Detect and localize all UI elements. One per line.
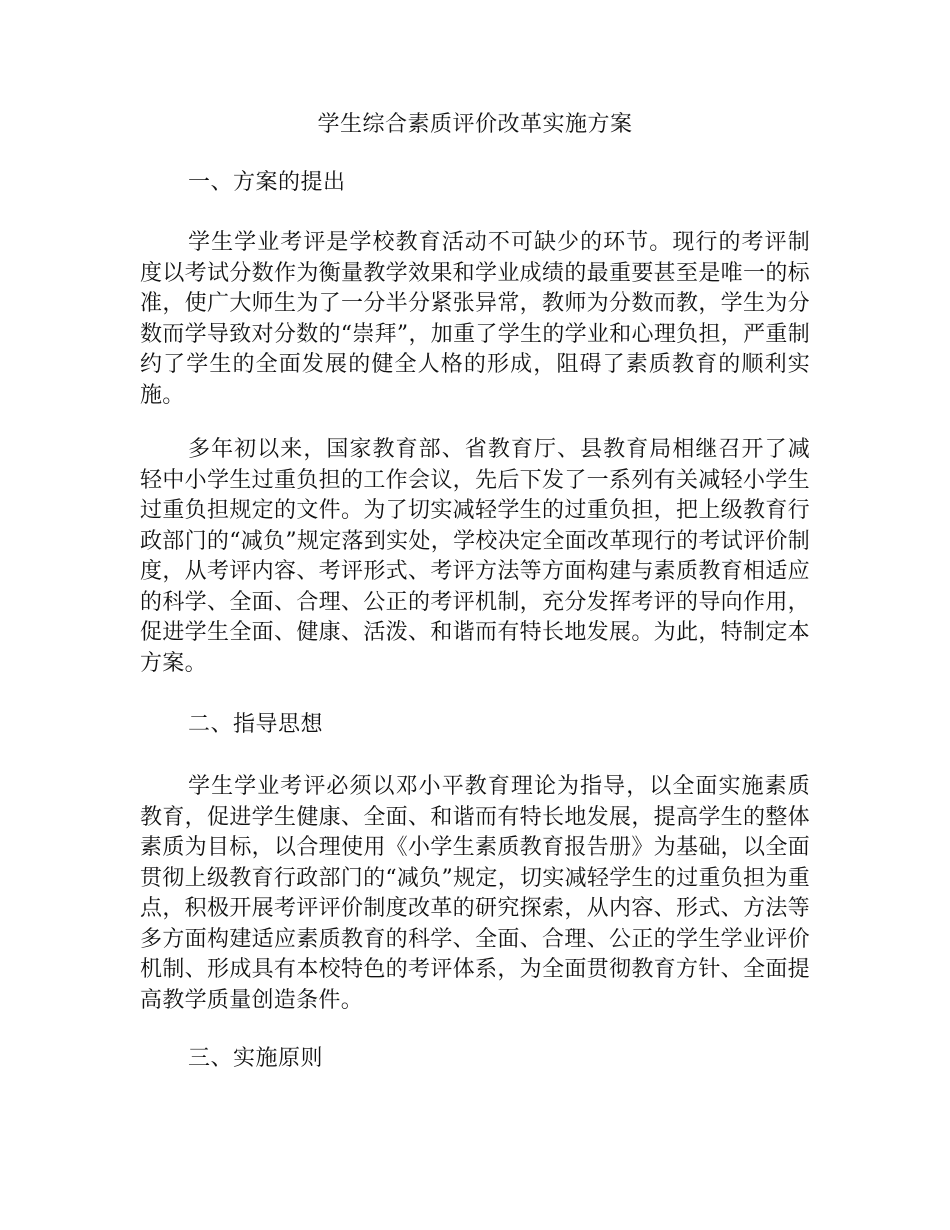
paragraph-background: 学生学业考评是学校教育活动不可缺少的环节。现行的考评制度以考试分数作为衡量教学效果和学业成绩的最重要甚至是唯一的标准，使广大师生为了一分半分紧张异常，教师为分数而教，学生为分数而学导致对分数的“崇拜”，加重了学生的学业和心理负担，严重制约了学生的全面发展的健全人格的形成，阻碍了素质教育的顺利实施。 xyxy=(140,230,810,408)
section-heading-guiding-thought: 二、指导思想 xyxy=(188,712,324,737)
section-heading-principles: 三、实施原则 xyxy=(188,1046,324,1071)
paragraph-purpose: 多年初以来，国家教育部、省教育厅、县教育局相继召开了减轻中小学生过重负担的工作会议，先后下发了一系列有关减轻小学生过重负担规定的文件。为了切实减轻学生的过重负担，把上级教育行政部门的“减负”规定落到实处，学校决定全面改革现行的考试评价制度，从考评内容、考评形式、考评方法等方面构建与素质教育相适应的科学、全面、合理、公正的考评机制，充分发挥考评的导向作用，促进学生全面、健康、活泼、和谐而有特长地发展。为此，特制定本方案。 xyxy=(140,437,810,676)
document-title: 学生综合素质评价改革实施方案 xyxy=(317,112,633,137)
section-heading-proposal: 一、方案的提出 xyxy=(188,170,346,195)
paragraph-guiding-thought: 学生学业考评必须以邓小平教育理论为指导，以全面实施素质教育，促进学生健康、全面、和谐而有特长地发展，提高学生的整体素质为目标，以合理使用《小学生素质教育报告册》为基础，以全面贯彻上级教育行政部门的“减负”规定，切实减轻学生的过重负担为重点，积极开展考评评价制度改革的研究探索，从内容、形式、方法等多方面构建适应素质教育的科学、全面、合理、公正的学生学业评价机制、形成具有本校特色的考评体系，为全面贯彻教育方针、全面提高教学质量创造条件。 xyxy=(140,774,810,1013)
